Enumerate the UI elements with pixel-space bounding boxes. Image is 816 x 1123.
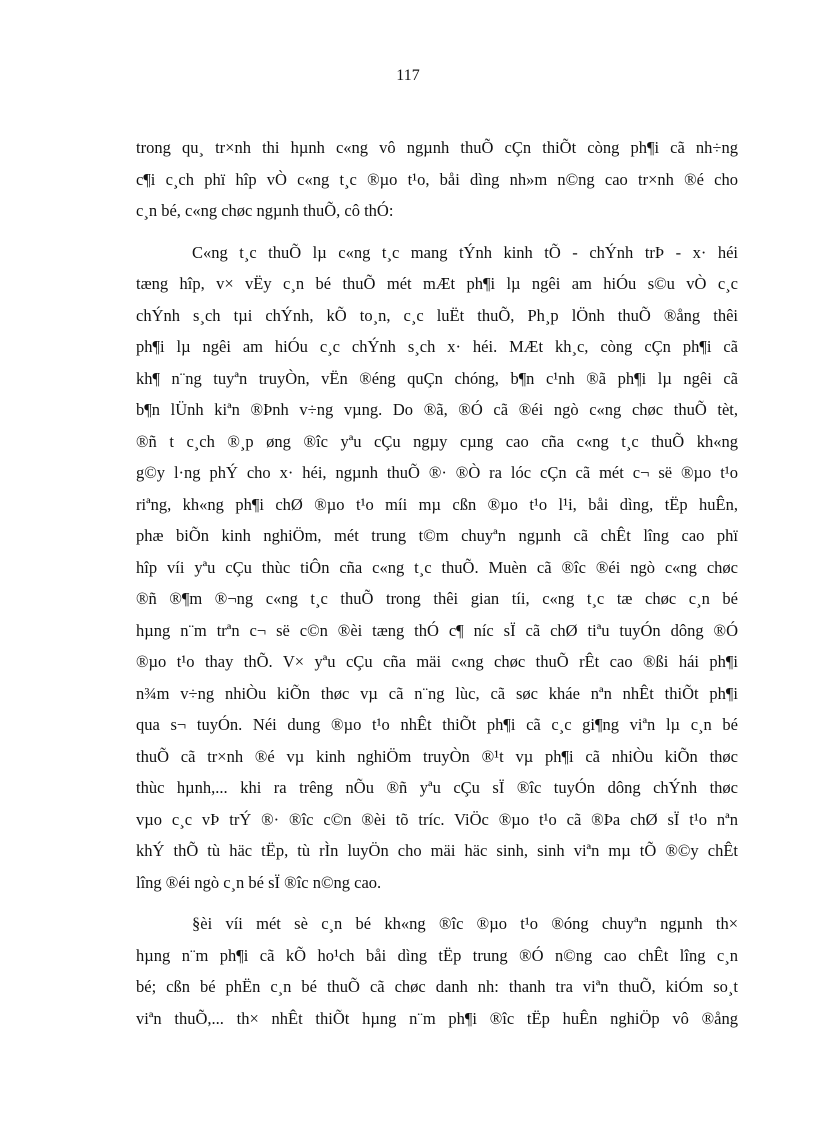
text-line: tæng hîp, v× vËy c¸n bé thuÕ mét mÆt ph¶i lµ ngêi am hiÓu s©u vÒ c¸c (136, 274, 738, 293)
text-line: phæ biÕn kinh nghiÖm, mét trung t©m chuyªn ngµnh cã chÊt lîng cao phï (136, 526, 738, 545)
text-line: g©y l·ng phÝ cho x· héi, ngµnh thuÕ ®· ®Ò ra lóc cÇn cã mét c¬ së ®µo t¹o (136, 463, 738, 482)
text-line: b¶n lÜnh kiªn ®Þnh v÷ng vµng. Do ®ã, ®Ó cã ®éi ngò c«ng chøc thuÕ tèt, (136, 400, 738, 419)
text-line: ®ñ t c¸ch ®¸p øng ®îc yªu cÇu ngµy cµng cao cña c«ng t¸c thuÕ kh«ng (136, 431, 738, 451)
text-line: viªn thuÕ,... th× nhÊt thiÕt hµng n¨m ph¶i ®îc tËp huÊn nghiÖp vô ®ång (136, 1008, 738, 1028)
text-line: ®ñ ®¶m ®¬ng c«ng t¸c thuÕ trong thêi gian tíi, c«ng t¸c tæ chøc c¸n bé (136, 589, 738, 608)
text-line: chÝnh s¸ch tµi chÝnh, kÕ to¸n, c¸c luËt thuÕ, Ph¸p lÖnh thuÕ ®ång thêi (136, 305, 738, 325)
page-number: 117 (396, 67, 420, 84)
text-line: C«ng t¸c thuÕ lµ c«ng t¸c mang tÝnh kinh tÕ - chÝnh trÞ - x· héi (192, 242, 738, 262)
text-line: hîp víi yªu cÇu thùc tiÔn cña c«ng t¸c thuÕ. Muèn cã ®îc ®éi ngò c«ng chøc (136, 557, 738, 577)
text-line: lîng ®éi ngò c¸n bé sÏ ®îc n©ng cao. (136, 872, 382, 892)
text-line: thùc hµnh,... khi ra trêng nÕu ®ñ yªu cÇu sÏ ®îc tuyÓn dông chÝnh thøc (136, 778, 738, 797)
text-line: vµo c¸c vÞ trÝ ®· ®îc c©n ®èi tõ tríc. ViÖc ®µo t¹o cã ®Þa chØ sÏ t¹o nªn (136, 809, 738, 829)
document-body (136, 132, 738, 1034)
text-line: n¾m v÷ng nhiÒu kiÕn thøc vµ cã n¨ng lùc, cã søc kháe nªn nhÊt thiÕt ph¶i (136, 683, 738, 703)
paragraph-tax-work (136, 237, 738, 899)
text-line: c¸n bé, c«ng chøc ngµnh thuÕ, cô thÓ: (136, 201, 394, 220)
text-line: hµng n¨m trªn c¬ së c©n ®èi tæng thÓ c¶ níc sÏ cã chØ tiªu tuyÓn dông ®Ó (136, 620, 738, 640)
paragraph-intro (136, 132, 738, 227)
text-line: trong qu¸ tr×nh thi hµnh c«ng vô ngµnh thuÕ cÇn thiÕt còng ph¶i cã nh÷ng (136, 138, 738, 157)
text-line: thuÕ cã tr×nh ®é vµ kinh nghiÖm truyÒn ®¹t vµ ph¶i cã nhiÒu kiÕn thøc (136, 746, 738, 766)
text-line: bé; cßn bé phËn c¸n bé thuÕ cã chøc danh nh: thanh tra viªn thuÕ, kiÓm so¸t (136, 977, 738, 996)
text-line: qua s¬ tuyÓn. Néi dung ®µo t¹o nhÊt thiÕt ph¶i cã c¸c gi¶ng viªn lµ c¸n bé (136, 715, 738, 734)
text-line: ®µo t¹o thay thÕ. V× yªu cÇu cña mäi c«ng chøc thuÕ rÊt cao ®ßi hái ph¶i (136, 652, 738, 671)
paragraph-training (136, 908, 738, 1034)
text-line: khÝ thÕ tù häc tËp, tù rÌn luyÖn cho mäi häc sinh, sinh viªn mµ tÕ ®©y chÊt (136, 841, 738, 860)
text-line: §èi víi mét sè c¸n bé kh«ng ®îc ®µo t¹o ®óng chuyªn ngµnh th× (192, 914, 738, 933)
text-line: riªng, kh«ng ph¶i chØ ®µo t¹o míi mµ cßn ®µo t¹o l¹i, båi dìng, tËp huÊn, (136, 494, 738, 514)
text-line: hµng n¨m ph¶i cã kÕ ho¹ch båi dìng tËp trung ®Ó n©ng cao chÊt lîng c¸n (136, 945, 738, 965)
text-line: c¶i c¸ch phï hîp vÒ c«ng t¸c ®µo t¹o, båi dìng nh»m n©ng cao tr×nh ®é cho (136, 169, 738, 189)
text-line: kh¶ n¨ng tuyªn truyÒn, vËn ®éng quÇn chóng, b¶n c¹nh ®ã ph¶i lµ ngêi cã (136, 368, 738, 388)
text-line: ph¶i lµ ngêi am hiÓu c¸c chÝnh s¸ch x· héi. MÆt kh¸c, còng cÇn ph¶i cã (136, 337, 738, 356)
